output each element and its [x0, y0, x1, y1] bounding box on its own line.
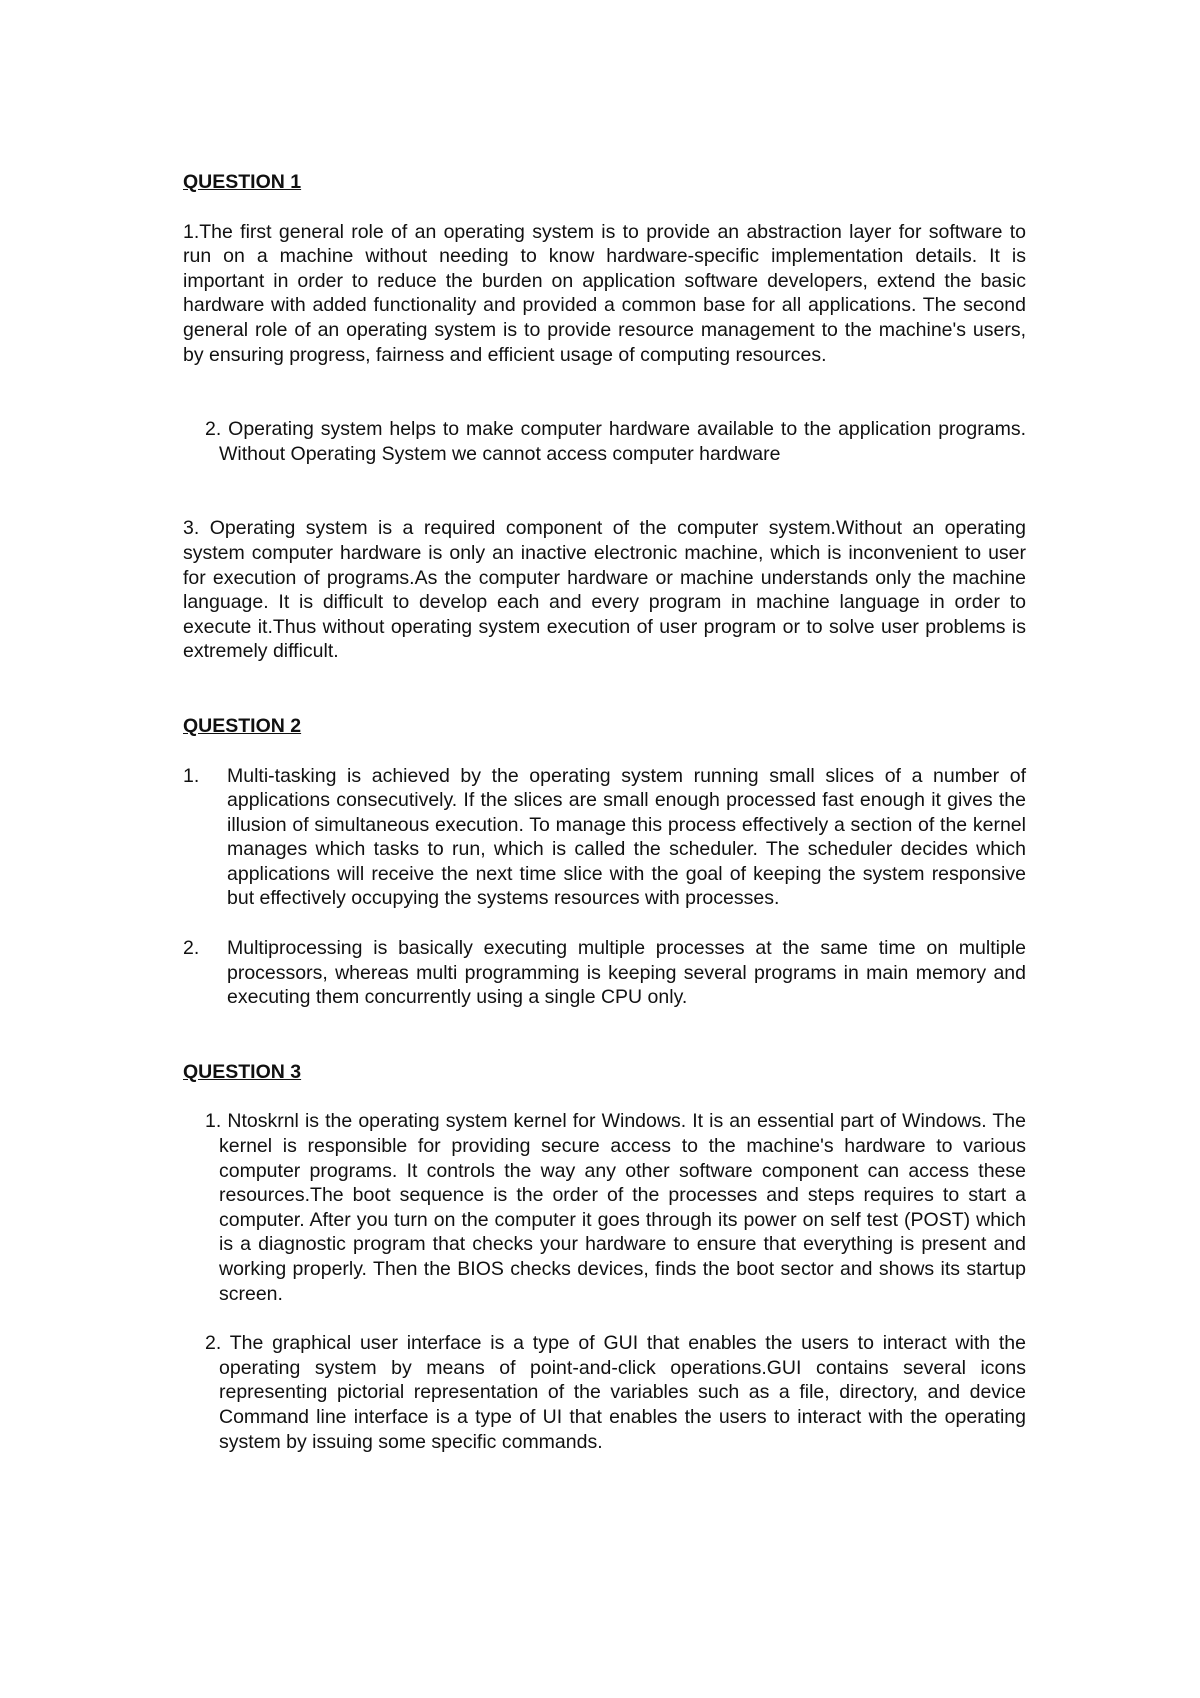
question-3-item-2-number: 2.	[205, 1332, 222, 1355]
question-2-item-1-text: Multi-tasking is achieved by the operating system running small slices of a number of applications consecutively. If the slices are small enough processed fast enough it gives the illusion of simultaneous execution. To manage this process effectively a section of the kernel manages which tasks to run, which is called the scheduler. The scheduler decides which applications will receive the next time slice with the goal of keeping the system responsive but effectively occupying the systems resources with processes.	[227, 764, 1026, 910]
question-2-item-2	[183, 936, 1026, 1010]
question-1-paragraph-1: 1.The first general role of an operating system is to provide an abstraction layer for software to run on a machine without needing to know hardware-specific implementation details. It is important in order to reduce the burden on application software developers, extend the basic hardware with added functionality and provided a common base for all applications. The second general role of an operating system is to provide resource management to the machine's users, by ensuring progress, fairness and efficient usage of computing resources.	[183, 220, 1026, 366]
question-1-paragraph-3: 3. Operating system is a required component of the computer system.Without an operating system computer hardware is only an inactive electronic machine, which is inconvenient to user for execution of programs.As the computer hardware or machine understands only the machine language. It is difficult to develop each and every program in machine language in order to execute it.Thus without operating system execution of user program or to solve user problems is extremely difficult.	[183, 517, 1026, 663]
question-1-item-2-text: Operating system helps to make computer hardware available to the application programs. Without Operating System we cannot access computer hardware	[219, 418, 1026, 465]
question-2-item-1-number: 1.	[183, 764, 200, 787]
question-2-item-2-text: Multiprocessing is basically executing multiple processes at the same time on multiple processors, whereas multi programming is keeping several programs in main memory and executing them concurrently using a single CPU only.	[227, 937, 1026, 1009]
question-2-item-1	[183, 764, 1026, 912]
question-3-item-2	[183, 1331, 1026, 1454]
question-3-item-1-text: Ntoskrnl is the operating system kernel for Windows. It is an essential part of Windows. The kernel is responsible for providing secure access to the machine's hardware to various computer programs. It controls the way any other software component can access these resources.The boot sequence is the order of the processes and steps requires to start a computer. After you turn on the computer it goes through its power on self test (POST) which is a diagnostic program that checks your hardware to ensure that everything is present and working properly. Then the BIOS checks devices, finds the boot sector and shows its startup screen.	[219, 1110, 1027, 1305]
question-1-heading: QUESTION 1	[183, 171, 302, 193]
question-3-heading: QUESTION 3	[183, 1060, 302, 1083]
question-3-item-1-number: 1.	[205, 1110, 222, 1133]
question-1-item-2	[183, 417, 1026, 466]
question-3-item-2-text: The graphical user interface is a type of GUI that enables the users to interact with the operating system by means of point-and-click operations.GUI contains several icons representing pictorial representation of the variables such as a file, directory, and device Command line interface is a type of UI that enables the users to interact with the operating system by issuing some specific commands.	[219, 1332, 1026, 1453]
question-1-item-2-number: 2.	[205, 418, 222, 441]
question-2-item-2-number: 2.	[183, 937, 200, 960]
question-2-heading: QUESTION 2	[183, 714, 302, 737]
document-page	[183, 170, 1026, 1454]
question-3-item-1	[183, 1109, 1026, 1306]
